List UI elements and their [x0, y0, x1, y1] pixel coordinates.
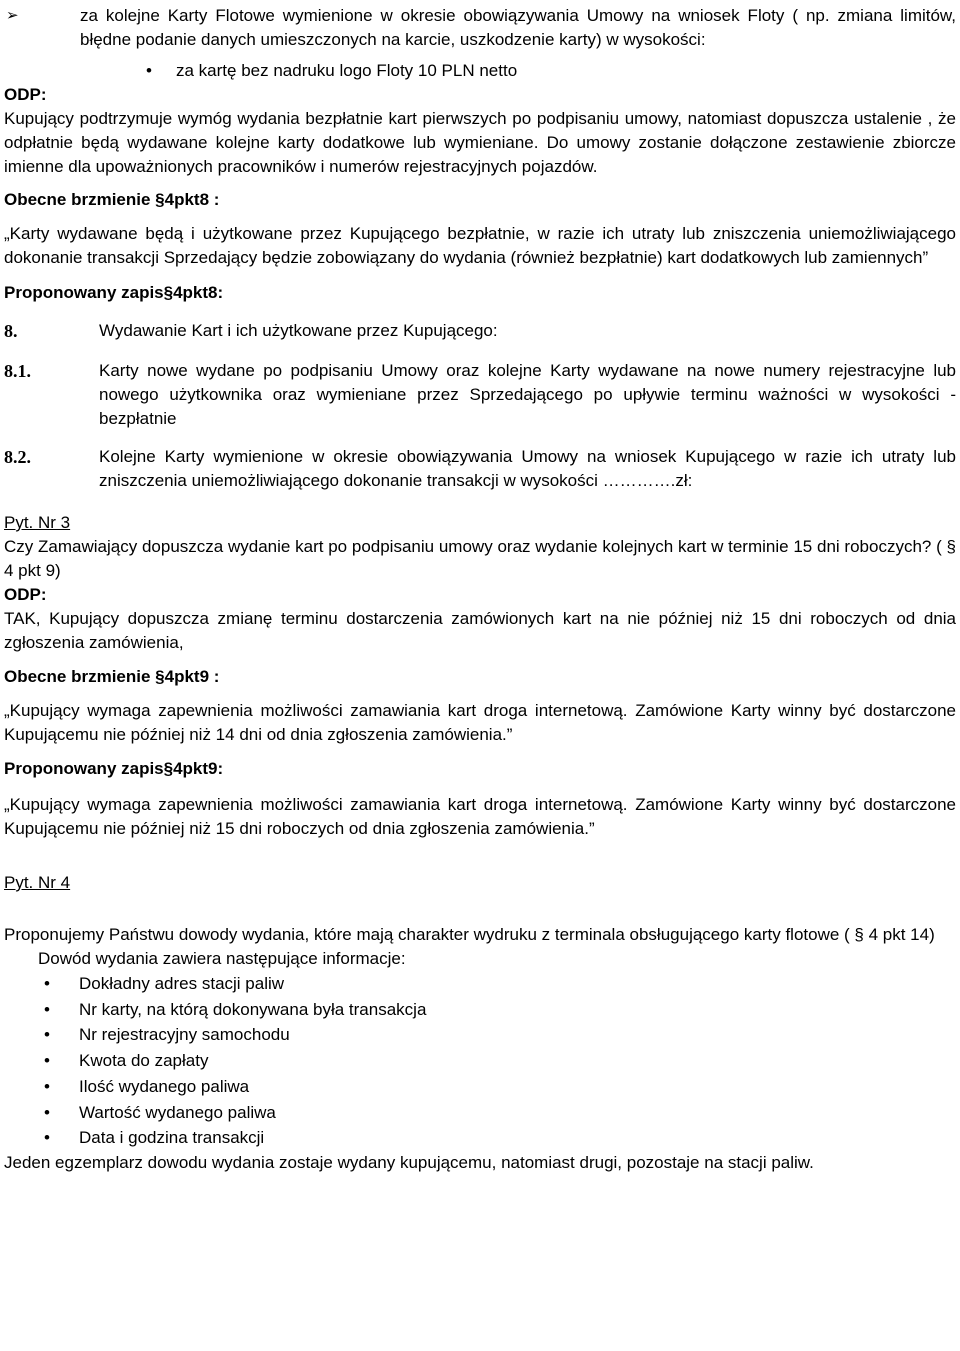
proposed-wording-label: Proponowany zapis§4pkt8:	[4, 283, 224, 302]
list-item	[4, 997, 956, 1023]
list-item	[4, 1100, 956, 1126]
item-number: 8.1.	[4, 361, 31, 381]
list-item-text: Nr karty, na którą dokonywana była transakcja	[79, 999, 427, 1019]
item-number: 8.2.	[4, 447, 31, 467]
item-number: 8.	[4, 321, 18, 341]
bullet-icon: •	[44, 1025, 50, 1045]
item-text: Wydawanie Kart i ich użytkowane przez Kupującego:	[99, 321, 498, 340]
list-item	[4, 1074, 956, 1100]
bullet-icon: •	[146, 61, 152, 80]
numbered-item	[4, 359, 956, 431]
bullet-icon: •	[44, 1128, 50, 1148]
question-3-title-text: Pyt. Nr 3	[4, 513, 71, 532]
list-item	[4, 1022, 956, 1048]
bullet-list-item	[4, 59, 956, 83]
bullet-icon: •	[44, 1051, 50, 1071]
numbered-item	[4, 445, 956, 493]
proposed-wording-text: „Kupujący wymaga zapewnienia możliwości zamawiania kart droga internetową. Zamówione Karty winny być dostarczone Kupującemu nie później niż 15 dni roboczych od dnia zgłoszenia zamówienia.”	[4, 795, 956, 838]
answer-text: TAK, Kupujący dopuszcza zmianę terminu dostarczenia zamówionych kart na nie później niż 15 dni roboczych od dnia zgłoszenia zamówienia,	[4, 609, 956, 652]
list-item	[4, 1048, 956, 1074]
arrow-list-item	[4, 4, 956, 52]
answer-label: ODP:	[4, 85, 47, 104]
current-wording-label: Obecne brzmienie §4pkt8 :	[4, 190, 220, 209]
list-item	[4, 971, 956, 997]
answer-label: ODP:	[4, 585, 47, 604]
list-item-text: Dokładny adres stacji paliw	[79, 974, 285, 993]
current-wording-label: Obecne brzmienie §4pkt9 :	[4, 667, 220, 686]
closing-text: Jeden egzemplarz dowodu wydania zostaje wydany kupującemu, natomiast drugi, pozostaje na stacji paliw.	[4, 1152, 814, 1172]
arrow-item-text: za kolejne Karty Flotowe wymienione w okresie obowiązywania Umowy na wniosek Floty ( np. zmiana limitów, błędne podanie danych umieszczonych na karcie, uszkodzenie karty) w wysokości:	[80, 6, 956, 49]
list-item-text: Ilość wydanego paliwa	[79, 1076, 250, 1096]
question-3-text: Czy Zamawiający dopuszcza wydanie kart po podpisaniu umowy oraz wydanie kolejnych kart w terminie 15 dni roboczych? ( § 4 pkt 9)	[4, 537, 956, 580]
bullet-icon: •	[44, 1076, 50, 1096]
list-intro: Dowód wydania zawiera następujące informacje:	[38, 949, 406, 968]
document-page	[4, 0, 956, 1175]
list-item-text: Nr rejestracyjny samochodu	[79, 1025, 290, 1045]
arrow-bullet-icon: ➢	[6, 7, 19, 24]
list-item-text: Kwota do zapłaty	[79, 1051, 209, 1071]
info-list	[4, 971, 956, 1151]
current-wording-text: „Kupujący wymaga zapewnienia możliwości zamawiania kart droga internetową. Zamówione Karty winny być dostarczone Kupującemu nie później niż 14 dni od dnia zgłoszenia zamówienia.”	[4, 701, 956, 744]
bullet-icon: •	[44, 1102, 50, 1122]
bullet-icon: •	[44, 999, 50, 1019]
list-item-text: Data i godzina transakcji	[79, 1128, 265, 1148]
item-text: Kolejne Karty wymienione w okresie obowiązywania Umowy na wniosek Kupującego w razie ich utraty lub zniszczenia uniemożliwiającego dokonanie transakcji w wysokości ………….zł:	[99, 447, 956, 490]
numbered-item	[4, 319, 956, 343]
question-4-title-text: Pyt. Nr 4	[4, 873, 71, 892]
item-text: Karty nowe wydane po podpisaniu Umowy oraz kolejne Karty wydawane na nowe numery rejestracyjne lub nowego użytkownika oraz wymieniane przez Sprzedającego po upływie terminu ważności w wysokości - bezpłatnie	[99, 361, 956, 428]
current-wording-text: „Karty wydawane będą i użytkowane przez Kupującego bezpłatnie, w razie ich utraty lub zniszczenia uniemożliwiającego dokonanie transakcji Sprzedający będzie zobowiązany do wydania (również bezpłatnie) kart dodatkowych lub zamiennych”	[4, 224, 956, 267]
question-3-title	[4, 511, 956, 535]
bullet-item-text: za kartę bez nadruku logo Floty 10 PLN netto	[176, 61, 518, 80]
list-item-text: Wartość wydanego paliwa	[79, 1102, 276, 1122]
question-4-title	[4, 871, 956, 895]
answer-text: Kupujący podtrzymuje wymóg wydania bezpłatnie kart pierwszych po podpisaniu umowy, natomiast dopuszcza ustalenie , że odpłatnie będą wydawane kolejne karty dodatkowe lub wymieniane. Do umowy zostanie dołączone zestawienie zbiorcze imienne dla upoważnionych pracowników i numerów rejestracyjnych pojazdów.	[4, 109, 956, 176]
proposed-wording-label: Proponowany zapis§4pkt9:	[4, 759, 224, 778]
question-4-text: Proponujemy Państwu dowody wydania, które mają charakter wydruku z terminala obsługującego karty flotowe ( § 4 pkt 14)	[4, 925, 935, 944]
bullet-icon: •	[44, 974, 50, 993]
list-item	[4, 1125, 956, 1151]
